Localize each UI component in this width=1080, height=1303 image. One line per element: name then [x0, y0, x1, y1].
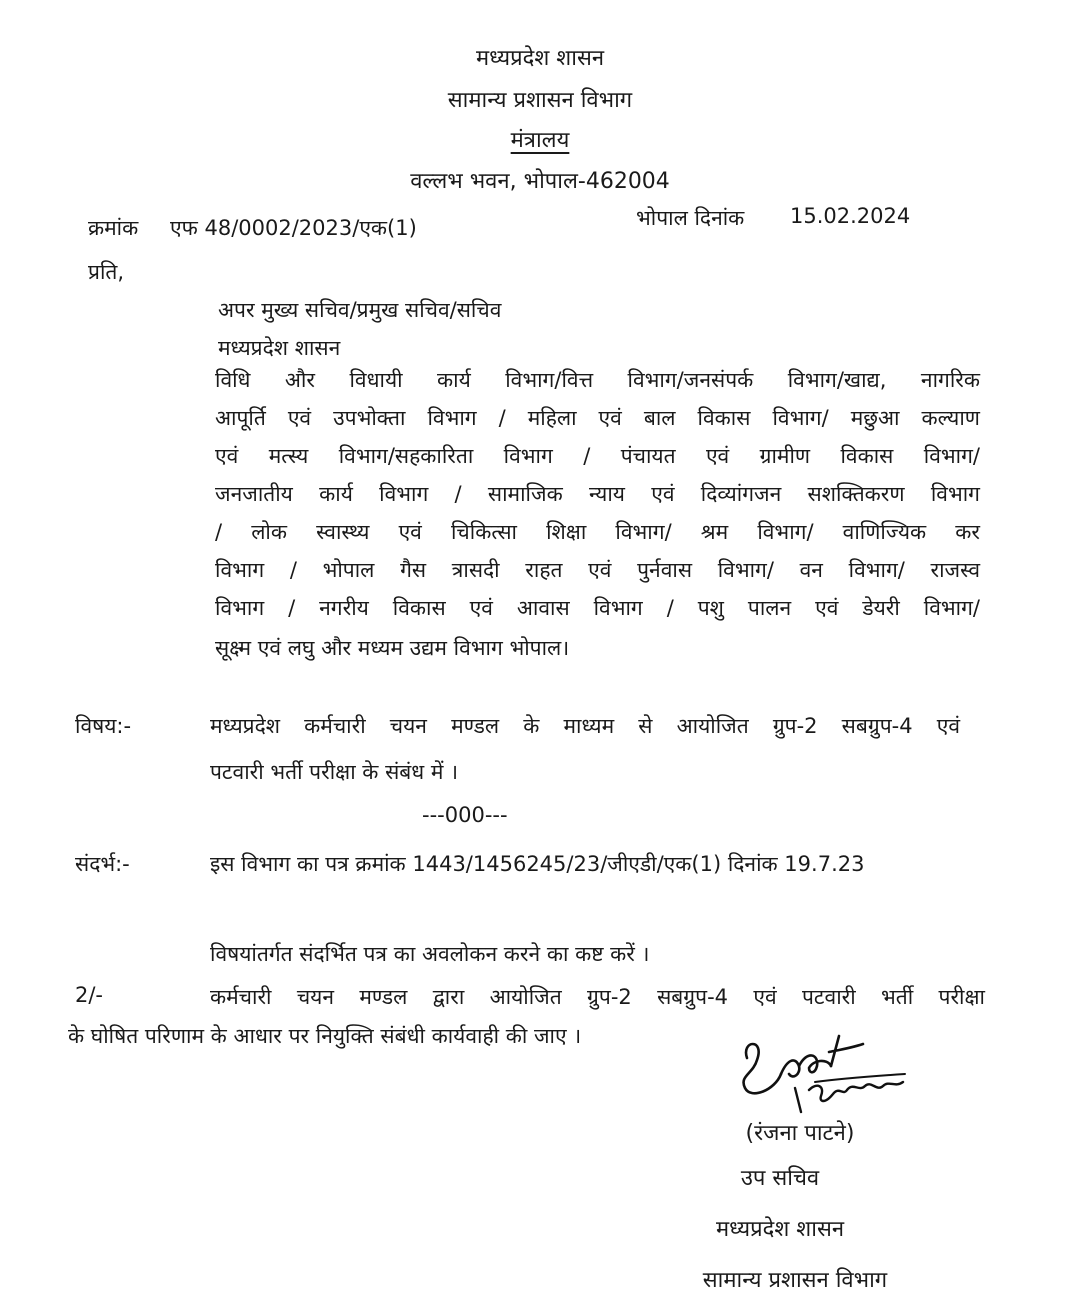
addressee-dept-line: विभाग / भोपाल गैस त्रासदी राहत एवं पुर्नवास विभाग/ वन विभाग/ राजस्व: [215, 558, 980, 582]
addressee-dept-line: एवं मत्स्य विभाग/सहकारिता विभाग / पंचायत एवं ग्रामीण विकास विभाग/: [215, 444, 980, 468]
subject-line: पटवारी भर्ती परीक्षा के संबंध में ।: [210, 760, 459, 784]
addressee-dept-line: सूक्ष्म एवं लघु और मध्यम उद्यम विभाग भोपाल।: [215, 636, 570, 660]
addressee-dept-line: / लोक स्वास्थ्य एवं चिकित्सा शिक्षा विभाग/ श्रम विभाग/ वाणिज्यिक कर: [215, 520, 980, 544]
ref-number: एफ 48/0002/2023/एक(1): [170, 216, 417, 240]
to-label: प्रति,: [88, 260, 125, 284]
addressee-dept-line: विभाग / नगरीय विकास एवं आवास विभाग / पशु पालन एवं डेयरी विभाग/: [215, 596, 980, 620]
addressee-dept-line: विधि और विधायी कार्य विभाग/वित्त विभाग/जनसंपर्क विभाग/खाद्य, नागरिक: [215, 368, 980, 392]
govt-name: मध्यप्रदेश शासन: [475, 46, 605, 71]
addressee-title: अपर मुख्य सचिव/प्रमुख सचिव/सचिव: [218, 298, 502, 322]
signatory-govt: मध्यप्रदेश शासन: [715, 1217, 845, 1242]
ministry-label: मंत्रालय: [510, 128, 570, 153]
reference-text: इस विभाग का पत्र क्रमांक 1443/1456245/23/जीएडी/एक(1) दिनांक 19.7.23: [210, 852, 865, 876]
addressee-dept-line: जनजातीय कार्य विभाग / सामाजिक न्याय एवं दिव्यांगजन सशक्तिकरण विभाग: [215, 482, 980, 506]
separator: ---000---: [422, 803, 508, 827]
addressee-govt: मध्यप्रदेश शासन: [218, 336, 341, 360]
body-paragraph-2-line1: कर्मचारी चयन मण्डल द्वारा आयोजित ग्रुप-2 सबग्रुप-4 एवं पटवारी भर्ती परीक्षा: [210, 985, 985, 1009]
para-number: 2/-: [75, 983, 104, 1007]
signatory-name: (रंजना पाटने): [745, 1121, 855, 1146]
address: वल्लभ भवन, भोपाल-462004: [410, 169, 670, 194]
signatory-designation: उप सचिव: [740, 1166, 820, 1191]
department-name: सामान्य प्रशासन विभाग: [447, 88, 633, 113]
body-paragraph-1: विषयांतर्गत संदर्भित पत्र का अवलोकन करने का कष्ट करें ।: [210, 942, 650, 966]
body-paragraph-2-line2: के घोषित परिणाम के आधार पर नियुक्ति संबंधी कार्यवाही की जाए ।: [68, 1024, 582, 1048]
subject-label: विषय:-: [75, 714, 132, 738]
addressee-dept-line: आपूर्ति एवं उपभोक्ता विभाग / महिला एवं बाल विकास विभाग/ मछुआ कल्याण: [215, 406, 980, 430]
handwritten-signature: [735, 1030, 915, 1115]
reference-label: संदर्भ:-: [75, 852, 130, 876]
signatory-department: सामान्य प्रशासन विभाग: [702, 1268, 888, 1293]
ref-label: क्रमांक: [88, 216, 139, 240]
letter-date: 15.02.2024: [790, 204, 911, 228]
subject-line: मध्यप्रदेश कर्मचारी चयन मण्डल के माध्यम से आयोजित ग्रुप-2 सबग्रुप-4 एवं: [210, 714, 960, 738]
place-date-label: भोपाल दिनांक: [636, 206, 745, 230]
